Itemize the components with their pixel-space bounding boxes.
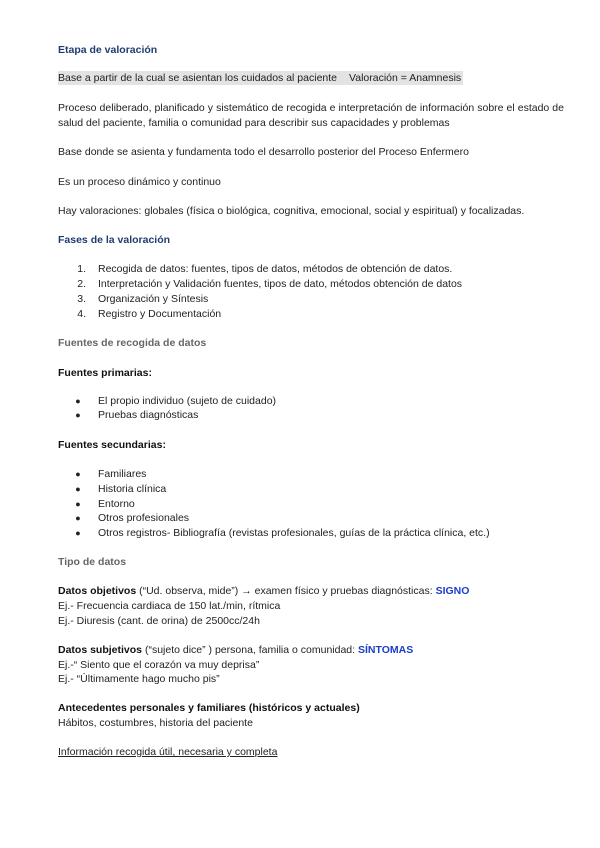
bullet-icon: ● xyxy=(75,410,81,420)
bullet-icon: ● xyxy=(75,396,81,406)
paragraph-process-definition: Proceso deliberado, planificado y sistemático de recogida e interpretación de información sobre el estado de salud del paciente, familia o comunidad para describir sus capacidades y problemas xyxy=(58,102,564,129)
subjective-example-1: Ej.-“ Siento que el corazón va muy deprisa” xyxy=(58,659,260,671)
subjective-label: Datos subjetivos xyxy=(58,644,143,656)
objective-tag: SIGNO xyxy=(435,585,470,597)
list-item: 4. Registro y Documentación xyxy=(77,308,222,320)
list-item: ● Familiares xyxy=(70,467,146,481)
paragraph-base: Base donde se asienta y fundamenta todo el desarrollo posterior del Proceso Enfermero xyxy=(58,146,469,158)
list-item: ● Pruebas diagnósticas xyxy=(70,408,198,422)
subjective-tag: SÍNTOMAS xyxy=(357,644,414,656)
antecedents-heading: Antecedentes personales y familiares (históricos y actuales) xyxy=(58,702,360,714)
antecedents-text: Hábitos, costumbres, historia del paciente xyxy=(58,717,253,729)
bullet-icon: ● xyxy=(75,469,81,479)
paragraph-dynamic: Es un proceso dinámico y continuo xyxy=(58,176,221,188)
section-heading-fuentes: Fuentes de recogida de datos xyxy=(58,337,207,349)
subjective-example-2: Ej.- “Últimamente hago mucho pis” xyxy=(58,673,220,685)
list-item: ● Historia clínica xyxy=(70,482,166,496)
paragraph-types-of-assessment: Hay valoraciones: globales (física o biológica, cognitiva, emocional, social y espiritual) y focalizadas. xyxy=(58,205,525,217)
subheading-primary-sources: Fuentes primarias: xyxy=(58,367,152,379)
objective-example-2: Ej.- Diuresis (cant. de orina) de 2500cc/24h xyxy=(58,615,260,627)
objective-data-line: Datos objetivos (“Ud. observa, mide”) → examen físico y pruebas diagnósticas: SIGNO xyxy=(58,585,470,597)
highlighted-definition xyxy=(58,71,463,85)
bullet-icon: ● xyxy=(75,484,81,494)
footer-note: Información recogida útil, necesaria y completa xyxy=(58,746,278,758)
list-item: 2. Interpretación y Validación fuentes, tipos de dato, métodos obtención de datos xyxy=(77,278,463,290)
section-heading-fases: Fases de la valoración xyxy=(58,234,171,246)
highlight-right-text: Valoración = Anamnesis xyxy=(339,71,463,85)
bullet-icon: ● xyxy=(75,513,81,523)
list-item: ● Otros registros- Bibliografía (revistas profesionales, guías de la práctica clínica, etc.) xyxy=(70,526,490,540)
section-heading-valoracion: Etapa de valoración xyxy=(58,44,158,56)
list-item: ● El propio individuo (sujeto de cuidado) xyxy=(70,394,276,408)
bullet-icon: ● xyxy=(75,528,81,538)
list-item: ● Entorno xyxy=(70,497,135,511)
list-item: 3. Organización y Síntesis xyxy=(77,293,209,305)
list-item: 1. Recogida de datos: fuentes, tipos de datos, métodos de obtención de datos. xyxy=(77,263,453,275)
bullet-icon: ● xyxy=(75,499,81,509)
list-item: ● Otros profesionales xyxy=(70,511,189,525)
objective-label: Datos objetivos xyxy=(58,585,137,597)
subjective-data-line: Datos subjetivos (“sujeto dice” ) persona, familia o comunidad: SÍNTOMAS xyxy=(58,644,414,656)
objective-example-1: Ej.- Frecuencia cardiaca de 150 lat./min, rítmica xyxy=(58,600,281,612)
subheading-secondary-sources: Fuentes secundarias: xyxy=(58,439,166,451)
section-heading-tipo-datos: Tipo de datos xyxy=(58,556,127,568)
highlight-left-text: Base a partir de la cual se asientan los cuidados al paciente xyxy=(58,72,338,84)
